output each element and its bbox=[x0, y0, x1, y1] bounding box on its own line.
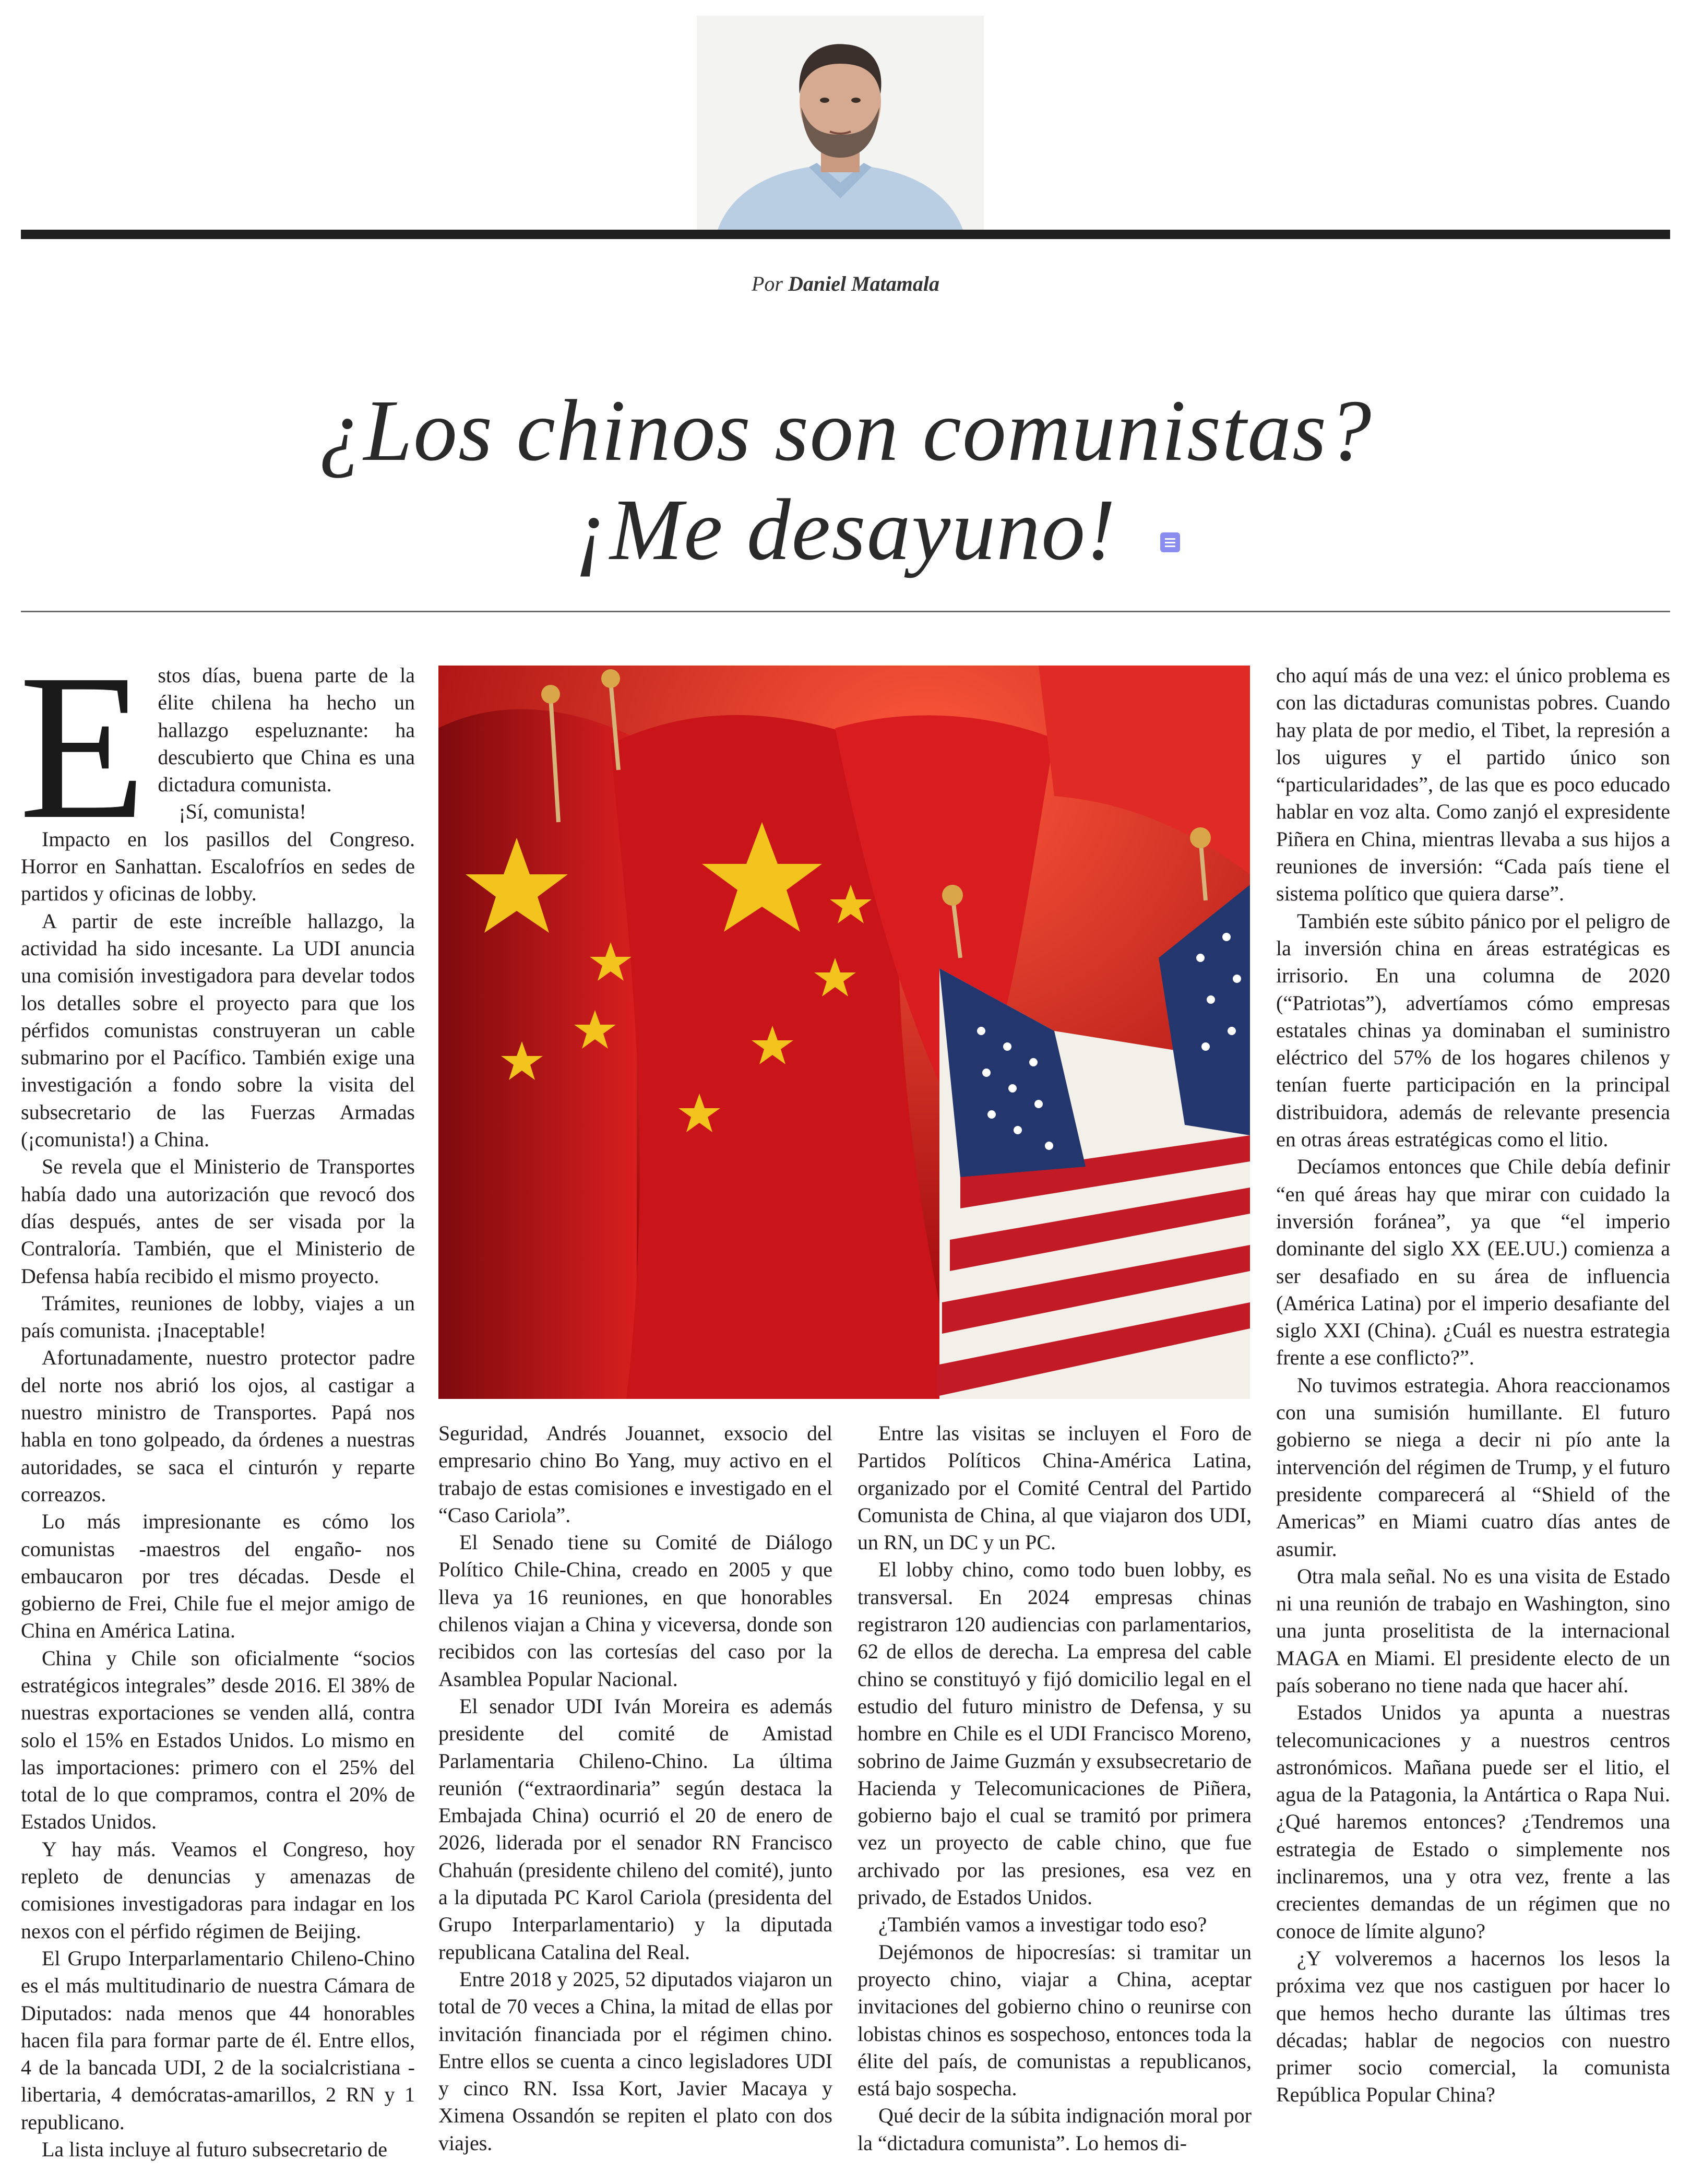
paragraph: China y Chile son oficialmente “socios estratégicos integrales” desde 2016. El 38% de nuestras exportaciones se venden allá, contra solo el 15% en Estados Unidos. Lo mismo en las importaciones: primero con el 25% del total de lo que compramos, contra el 20% de Estados Unidos. bbox=[21, 1646, 415, 1834]
paragraph: ¿También vamos a investigar todo eso? bbox=[878, 1913, 1207, 1937]
paragraph: Estos días, buena parte de la élite chilena ha hecho un hallazgo espeluznante: ha descubierto que China es una dictadura comunista. bbox=[19, 631, 415, 862]
paragraph: Lo más impresionante es cómo los comunistas -maestros del engaño- nos embaucaron por tres décadas. Desde el gobierno de Frei, Chile fue el mejor amigo de China en América Latina. bbox=[21, 1510, 415, 1643]
paragraph: Decíamos entonces que Chile debía definir “en qué áreas hay que mirar con cuidado la inversión foránea”, ya que “el imperio dominante del siglo XX (EE.UU.) comienza a ser desafiado en su área de influencia (América Latina) por el imperio desafiante del siglo XXI (China). ¿Cuál es nuestra estrategia frente a ese conflicto?”. bbox=[1276, 1155, 1670, 1370]
paragraph: Seguridad, Andrés Jouannet, exsocio del empresario chino Bo Yang, muy activo en el trabajo de estas comisiones e investigado en el “Caso Cariola”. bbox=[438, 1421, 832, 1527]
paragraph: El Grupo Interparlamentario Chileno-Chino es el más multitudinario de nuestra Cámara de Diputados: nada menos que 44 honorables hacen fila para formar parte de él. Entre ellos, 4 de la bancada UDI, 2 de la socialcristiana -libertaria, 4 demócratas-amarillos, 2 RN y 1 republicano. bbox=[21, 1946, 415, 2134]
paragraph: No tuvimos estrategia. Ahora reaccionamos con una sumisión humillante. El futuro gobierno se niega a decir ni pío ante la intervención del régimen de Trump, y el futuro presidente comparecerá al “Shield of the Americas” en Miami cuatro días antes de asumir. bbox=[1276, 1373, 1670, 1561]
paragraph: cho aquí más de una vez: el único problema es con las dictaduras comunistas pobres. Cuando hay plata de por medio, el Tibet, la represión a los uigures y el partido único son “particularidades”, de las que es poco educado hablar en voz alta. Como zanjó el expresidente Piñera en China, mientras llevaba a sus hijos a reuniones de inversión: “Cada país tiene el sistema político que quiera darse”. bbox=[1276, 663, 1670, 906]
headline-rule bbox=[21, 611, 1670, 612]
comment-note-icon[interactable] bbox=[1160, 532, 1180, 552]
header-rule bbox=[21, 230, 1670, 239]
article-column-4 bbox=[1276, 662, 1670, 2109]
paragraph: Otra mala señal. No es una visita de Estado ni una reunión de trabajo en Washington, sino una junta proselitista de la internacional MAGA en Miami. El presidente electo de un país soberano no tiene nada que hacer ahí. bbox=[1276, 1564, 1670, 1697]
paragraph: A partir de este increíble hallazgo, la actividad ha sido incesante. La UDI anuncia una comisión investigadora para develar todos los detalles sobre el proyecto para que los pérfidos comunistas construyeran un cable submarino por el Pacífico. También exige una investigación a fondo sobre la visita del subsecretario de las Fuerzas Armadas (¡comunista!) a China. bbox=[21, 909, 415, 1152]
paragraph: Estados Unidos ya apunta a nuestras telecomunicaciones y a nuestros centros astronómicos. Mañana puede ser el litio, el agua de la Patagonia, la Antártica o Rapa Nui. ¿Qué haremos entonces? ¿Tendremos una estrategia de Estado o simplemente nos inclinaremos, una y otra vez, frente a las crecientes demandas de un régimen que no conoce de límite alguno? bbox=[1276, 1701, 1670, 1943]
byline bbox=[0, 271, 1691, 296]
article-column-2 bbox=[438, 1420, 832, 2157]
paragraph: El lobby chino, como todo buen lobby, es transversal. En 2024 empresas chinas registraron 120 audiencias con parlamentarios, 62 de ellos de derecha. La empresa del cable chino se constituyó y fijó domicilio legal en el estudio del futuro ministro de Defensa, y su hombre en Chile es el UDI Francisco Moreno, sobrino de Jaime Guzmán y exsubsecretario de Hacienda y Telecomunicaciones de Piñera, gobierno bajo el cual se tramitó por primera vez un proyecto de cable chino, que fue archivado por las presiones, esa vez en privado, de Estados Unidos. bbox=[858, 1558, 1252, 1909]
paragraph: Entre las visitas se incluyen el Foro de Partidos Políticos China-América Latina, organizado por el Comité Central del Partido Comunista de China, al que viajaron dos UDI, un RN, un DC y un PC. bbox=[858, 1421, 1252, 1554]
paragraph: Entre 2018 y 2025, 52 diputados viajaron un total de 70 veces a China, la mitad de ellas por invitación financiada por el régimen chino. Entre ellos se cuenta a cinco legisladores UDI y cinco RN. Issa Kort, Javier Macaya y Ximena Ossandón se repiten el plato con dos viajes. bbox=[438, 1967, 832, 2155]
headline bbox=[0, 381, 1691, 579]
paragraph: El senador UDI Iván Moreira es además presidente del comité de Amistad Parlamentaria Chileno-Chino. La última reunión (“extraordinaria” según destaca la Embajada China) ocurrió el 20 de enero de 2026, liderada por el senador RN Francisco Chahuán (presidente chileno del comité), junto a la diputada PC Karol Cariola (presidenta del Grupo Interparlamentario) y la diputada republicana Catalina del Real. bbox=[438, 1694, 832, 1964]
byline-prefix: Por bbox=[751, 272, 783, 295]
flags-photo bbox=[438, 666, 1250, 1399]
paragraph: La lista incluye al futuro subsecretario de bbox=[42, 2138, 387, 2162]
headline-line2: ¡Me desayuno! bbox=[574, 481, 1117, 578]
paragraph: Afortunadamente, nuestro protector padre del norte nos abrió los ojos, al castigar a nuestro ministro de Transportes. Papá nos habla en tono golpeado, da órdenes a nuestras autoridades, se saca el cinturón y reparte correazos. bbox=[21, 1346, 415, 1506]
paragraph: ¡Sí, comunista! bbox=[178, 800, 306, 824]
dropcap: E bbox=[19, 631, 147, 862]
paragraph: Qué decir de la súbita indignación moral por la “dictadura comunista”. Lo hemos di- bbox=[858, 2104, 1252, 2155]
headline-line1: ¿Los chinos son comunistas? bbox=[318, 382, 1373, 479]
paragraph: Se revela que el Ministerio de Transportes había dado una autorización que revocó dos días después, antes de ser visada por la Contraloría. También, que el Ministerio de Defensa había recibido el mismo proyecto. bbox=[21, 1155, 415, 1288]
paragraph: Y hay más. Veamos el Congreso, hoy repleto de denuncias y amenazas de comisiones investigadoras para indagar en los nexos con el pérfido régimen de Beijing. bbox=[21, 1837, 415, 1943]
paragraph: También este súbito pánico por el peligro de la inversión china en áreas estratégicas es irrisorio. En una columna de 2020 (“Patriotas”), advertíamos cómo empresas estatales chinas ya dominaban el suministro eléctrico del 57% de los hogares chilenos y tenían fuerte participación en la principal distribuidora, además de relevante presencia en otras áreas estratégicas como el litio. bbox=[1276, 909, 1670, 1152]
paragraph: ¿Y volveremos a hacernos los lesos la próxima vez que nos castiguen por hacer lo que hemos hecho durante las últimas tres décadas; hablar de negocios con nuestro primer socio comercial, la comunista República Popular China? bbox=[1276, 1946, 1670, 2107]
paragraph: El Senado tiene su Comité de Diálogo Político Chile-China, creado en 2005 y que lleva ya 16 reuniones, en que honorables chilenos viajan a China y viceversa, donde son recibidos con las cortesías del caso por la Asamblea Popular Nacional. bbox=[438, 1530, 832, 1691]
author-name: Daniel Matamala bbox=[788, 272, 940, 295]
paragraph: Impacto en los pasillos del Congreso. Horror en Sanhattan. Escalofríos en sedes de partidos y oficinas de lobby. bbox=[21, 827, 415, 906]
article-column-3 bbox=[858, 1420, 1252, 2157]
author-photo bbox=[697, 16, 984, 230]
paragraph: Trámites, reuniones de lobby, viajes a un país comunista. ¡Inaceptable! bbox=[21, 1291, 415, 1343]
paragraph: Dejémonos de hipocresías: si tramitar un proyecto chino, viajar a China, aceptar invitaciones del gobierno chino o reunirse con lobistas chinos es sospechoso, entonces toda la élite del país, de comunistas a republicanos, está bajo sospecha. bbox=[858, 1940, 1252, 2100]
article-column-1 bbox=[19, 631, 415, 2163]
